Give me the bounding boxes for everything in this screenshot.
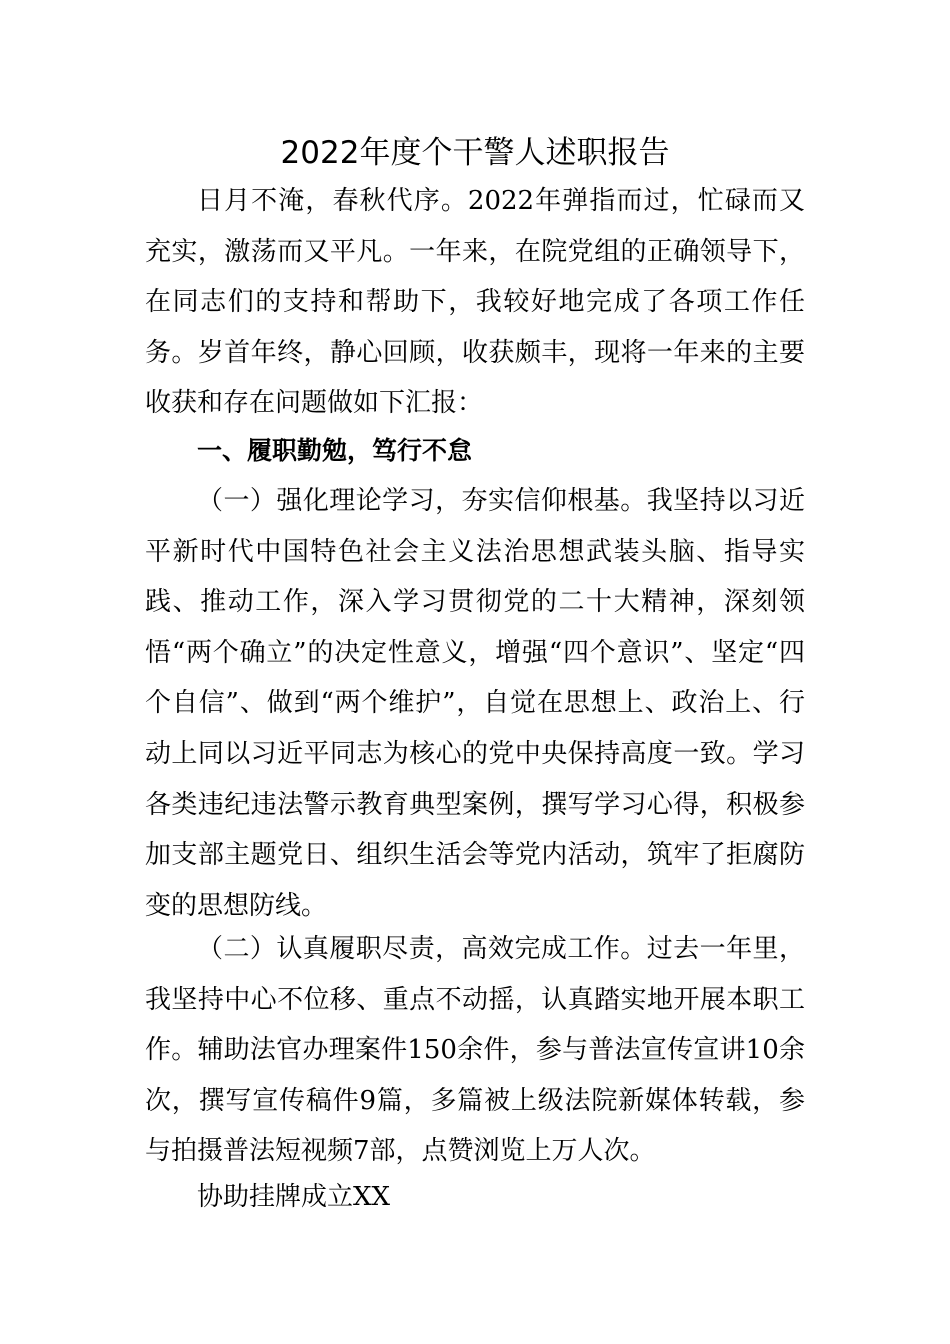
paragraph-fragment: 协助挂牌成立XX: [197, 1182, 391, 1212]
section-heading: 一、履职勤勉，笃行不怠: [197, 436, 473, 465]
paragraph-duties: （二）认真履职尽责，高效完成工作。过去一年里，我坚持中心不位移、重点不动摇，认真踏实地开展本职工作。辅助法官办理案件150余件，参与普法宣传宣讲10余次，撰写宣传稿件9篇，多篇被上级法院新媒体转载，参与拍摄普法短视频7部，点赞浏览上万人次。: [145, 934, 805, 1167]
paragraph-theory-study: （一）强化理论学习，夯实信仰根基。我坚持以习近平新时代中国特色社会主义法治思想武装头脑、指导实践、推动工作，深入学习贯彻党的二十大精神，深刻领悟“两个确立”的决定性意义，增强“四个意识”、坚定“四个自信”、做到“两个维护”，自觉在思想上、政治上、行动上同以习近平同志为核心的党中央保持高度一致。学习各类违纪违法警示教育典型案例，撰写学习心得，积极参加支部主题党日、组织生活会等党内活动，筑牢了拒腐防变的思想防线。: [145, 486, 805, 921]
document-title: 2022年度个干警人述职报告: [280, 135, 670, 171]
intro-paragraph: 日月不淹，春秋代序。2022年弹指而过，忙碌而又充实，激荡而又平凡。一年来，在院党组的正确领导下，在同志们的支持和帮助下，我较好地完成了各项工作任务。岁首年终，静心回顾，收获颇丰，现将一年来的主要收获和存在问题做如下汇报：: [145, 186, 805, 419]
